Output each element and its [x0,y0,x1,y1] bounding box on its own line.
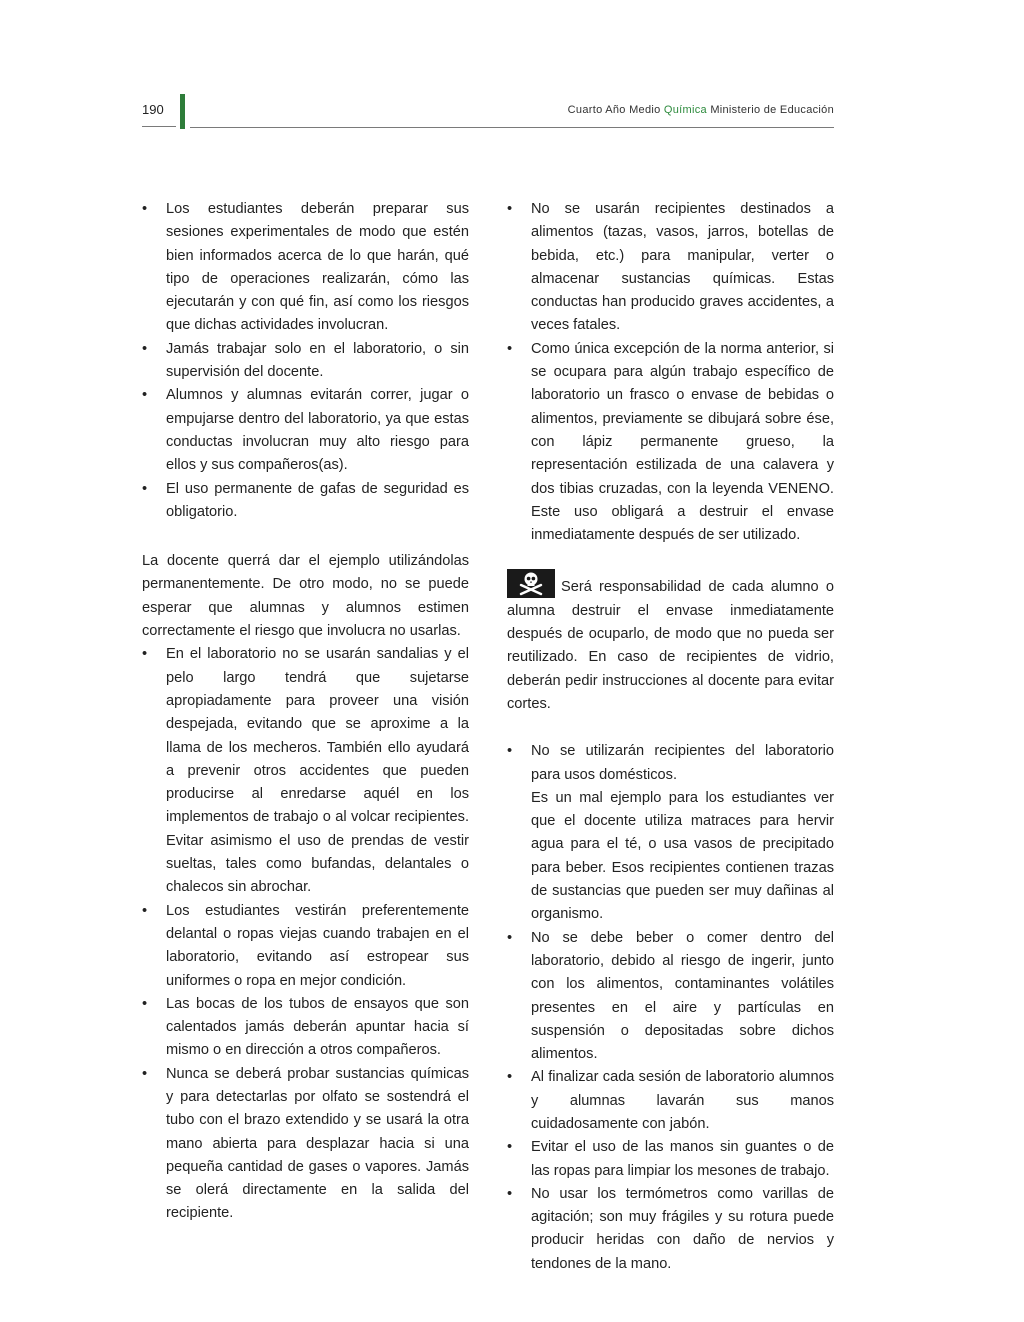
skull-crossbones-icon [507,569,555,598]
list-item [507,740,834,926]
header-rule-left [142,126,176,127]
list-item: • Alumnos y alumnas evitarán correr, jugar o empujarse dentro del laboratorio, ya que estas conductas involucran muy alto riesgo para ellos y sus compañeros(as). [142,384,469,477]
list-item: • Al finalizar cada sesión de laboratorio alumnos y alumnas lavarán sus manos cuidadosamente con jabón. [507,1066,834,1136]
header-rule [190,127,834,128]
warning-paragraph [507,569,834,716]
list-item: • Jamás trabajar solo en el laboratorio, o sin supervisión del docente. [142,338,469,385]
list-item: • No usar los termómetros como varillas de agitación; son muy frágiles y su rotura puede producir heridas con daño de nervios y tendones de la mano. [507,1183,834,1276]
running-header [568,104,834,116]
list-item: • Nunca se deberá probar sustancias químicas y para detectarlas por olfato se sostendrá el tubo con el brazo extendido y se usará la otra mano abierta para desplazar hacia si una pequeña cantidad de gases o vapores. Jamás se olerá directamente en la salida del recipiente. [142,1063,469,1226]
container-rules-list [507,198,834,547]
safety-rules-list-1 [142,198,469,524]
list-item: • No se usarán recipientes destinados a alimentos (tazas, vasos, jarros, botellas de bebida, etc.) para manipular, verter o almacenar sustancias químicas. Estas conductas han producido graves accidentes, a veces fatales. [507,198,834,338]
list-item: • El uso permanente de gafas de seguridad es obligatorio. [142,478,469,525]
safety-rules-list-2 [142,643,469,1225]
list-item-explanation: Es un mal ejemplo para los estudiantes ver que el docente utiliza matraces para hervir agua para el té, o usa vasos de precipitado para beber. Esos recipientes contienen trazas de sustancias que pueden ser muy dañinas al organismo. [531,789,834,923]
list-item: • Como única excepción de la norma anterior, si se ocupara para algún trabajo específico de laboratorio un frasco o envase de bebidas o alimentos, previamente se dibujará sobre ése, con lápiz permanente grueso, la representación estilizada de una calavera y dos tibias cruzadas, con la leyenda VENENO. Este uso obligará a destruir el envase inmediatamente después de ser utilizado. [507,338,834,548]
page-number: 190 [142,102,164,117]
list-item: • Los estudiantes vestirán preferentemente delantal o ropas viejas cuando trabajen en el laboratorio, evitando así estropear sus uniformes o ropa en mejor condición. [142,900,469,993]
running-header-subject: Química [663,104,707,116]
right-column [507,198,834,1276]
list-item: • Evitar el uso de las manos sin guantes o de las ropas para limpiar los mesones de trabajo. [507,1136,834,1183]
list-item: • En el laboratorio no se usarán sandalias y el pelo largo tendrá que sujetarse apropiadamente para proveer una visión despejada, evitando que se aproxime a la llama de los mecheros. También ello ayudará a prevenir otros accidentes que pueden producirse al enredarse aquél en los implementos de trabajo o al volcar recipientes. Evitar asimismo el uso de prendas de vestir sueltas, tales como bufandas, delantales o chalecos sin abrochar. [142,643,469,899]
warning-text: Será responsabilidad de cada alumno o alumna destruir el envase inmediatamente después de ocuparlo, de modo que no pueda ser reutilizado. En caso de recipientes de vidrio, deberán pedir instrucciones al docente para evitar cortes. [507,579,834,712]
running-header-course: Cuarto Año Medio [567,104,661,116]
list-item-text: No se utilizarán recipientes del laboratorio para usos domésticos. [531,743,834,783]
list-item: • No se debe beber o comer dentro del laboratorio, debido al riesgo de ingerir, junto con los alimentos, contaminantes volátiles presentes en el aire y partículas en suspensión o depositadas sobre dichos alimentos. [507,927,834,1067]
left-column [142,198,469,1226]
household-use-list [507,740,834,1276]
teacher-example-paragraph: La docente querrá dar el ejemplo utilizándolas permanentemente. De otro modo, no se puede esperar que alumnas y alumnos estimen correctamente el riesgo que involucra no usarlas. [142,553,469,640]
header-accent-bar [180,94,185,129]
running-header-ministry: Ministerio de Educación [710,104,834,116]
list-item: • Los estudiantes deberán preparar sus sesiones experimentales de modo que estén bien informados acerca de lo que harán, qué tipo de operaciones realizarán, cómo las ejecutarán y con qué fin, así como los riesgos que dichas actividades involucran. [142,198,469,338]
list-item: • Las bocas de los tubos de ensayos que son calentados jamás deberán apuntar hacia sí mismo o en dirección a otros compañeros. [142,993,469,1063]
